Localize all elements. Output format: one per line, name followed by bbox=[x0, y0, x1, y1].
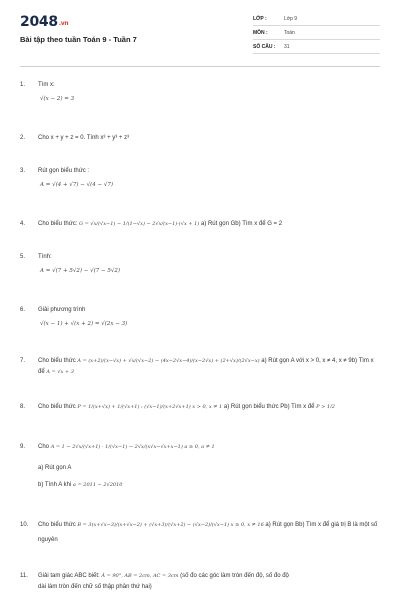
question-number: 11. bbox=[20, 573, 28, 579]
meta-row-class bbox=[253, 15, 380, 26]
question-formula: A = √(4 + √7) − √(4 − √7) bbox=[40, 182, 113, 188]
question-body bbox=[38, 572, 382, 591]
question-text-b: a) Rút gọn A với x > 0, x ≠ 4, x ≠ 9b) Tìm x bbox=[259, 358, 374, 364]
question-text-b: a) Rút gọn Bb) Tìm x để giá trị B là một số bbox=[263, 522, 378, 528]
question-sub-b bbox=[38, 481, 382, 489]
question-text bbox=[38, 572, 382, 580]
question-text-a: Cho biểu thức bbox=[38, 404, 78, 410]
question-number: 3. bbox=[20, 168, 26, 174]
document-title: Bài tập theo tuần Toán 9 - Tuần 7 bbox=[20, 35, 137, 44]
question-body bbox=[38, 306, 382, 328]
meta-key: MÔN : bbox=[253, 30, 268, 36]
question-number: 2. bbox=[20, 135, 26, 141]
question-math: B = 3(x+√x−3)/(x+√x−2) + (√x+3)/(√x+2) − (√x−2)/(√x−1) x ≥ 0, x ≠ 16 bbox=[77, 522, 264, 528]
question-number: 10. bbox=[20, 522, 29, 528]
meta-row-subject bbox=[253, 29, 380, 40]
question-number: 1. bbox=[20, 82, 26, 88]
question-math: A = 1 − 2√x/(√x+1) · 1/(√x−1) − 2√x/(x√x−√x+x−1) a ≥ 0, a ≠ 1 bbox=[50, 444, 215, 450]
question-number: 6. bbox=[20, 307, 26, 313]
logo-text: 2048 bbox=[20, 14, 58, 30]
question-body bbox=[38, 253, 382, 275]
question-text-line2: nguyên bbox=[38, 537, 58, 543]
question-math: P > 1/2 bbox=[316, 404, 335, 410]
site-logo[interactable] bbox=[20, 14, 68, 30]
question-body bbox=[38, 403, 382, 411]
meta-value: 31 bbox=[284, 44, 290, 50]
question-math: A = (x+2)/(x−√x) + √x/(√x−2) − (4x−2√x−4)/(x−2√x) + (2+√x)/(2√x−x) bbox=[77, 358, 260, 364]
question-sub-a: a) Rút gọn A bbox=[38, 465, 72, 471]
question-text-a: Cho bbox=[38, 444, 51, 450]
question-text: Tính: bbox=[38, 254, 52, 260]
question-text bbox=[38, 220, 382, 228]
question-text-b: a) Rút gọn Gb) Tìm x để G = 2 bbox=[199, 221, 283, 227]
question-formula: √(x − 1) + √(x + 2) = √(2x − 3) bbox=[40, 321, 128, 327]
question-text-a: để bbox=[38, 369, 47, 375]
question-text-line2 bbox=[38, 368, 382, 376]
header-divider bbox=[20, 66, 380, 67]
question-body bbox=[38, 134, 382, 142]
question-text-a: b) Tính A khi bbox=[38, 482, 73, 488]
question-text bbox=[38, 357, 382, 365]
question-text-b: a) Rút gọn biểu thức Pb) Tìm x để bbox=[222, 404, 317, 410]
question-math: A = √x + 3 bbox=[46, 369, 74, 375]
meta-value: Lớp 9 bbox=[284, 16, 298, 22]
question-formula: √(x − 2) = 3 bbox=[40, 96, 75, 102]
question-body bbox=[38, 81, 382, 103]
meta-key: SỐ CÂU : bbox=[253, 44, 276, 50]
question-text: Cho x + y + z = 0. Tính x³ + y³ + z³ bbox=[38, 135, 130, 141]
question-body bbox=[38, 443, 382, 489]
question-text: Rút gọn biểu thức : bbox=[38, 168, 90, 174]
question-text-a: Cho biểu thức bbox=[38, 522, 78, 528]
meta-row-question-count bbox=[253, 43, 380, 54]
question-body bbox=[38, 220, 382, 228]
question-text: Tìm x: bbox=[38, 82, 55, 88]
question-text-a: Cho biểu thức: bbox=[38, 221, 80, 227]
meta-info bbox=[253, 15, 380, 57]
question-text-a: Cho biểu thức bbox=[38, 358, 78, 364]
question-body bbox=[38, 167, 382, 189]
question-text: Giải phương trình bbox=[38, 307, 86, 313]
question-math: a = 2011 − 2√2010 bbox=[72, 482, 123, 488]
question-formula: A = √(7 + 5√2) − √(7 − 5√2) bbox=[40, 268, 120, 274]
meta-value: Toán bbox=[284, 30, 295, 36]
question-body bbox=[38, 357, 382, 376]
logo-suffix: .vn bbox=[58, 20, 69, 27]
question-number: 4. bbox=[20, 221, 26, 227]
question-number: 8. bbox=[20, 404, 26, 410]
document-header bbox=[0, 0, 400, 66]
question-text-b: (số đo các góc làm tròn đến độ, số đo độ bbox=[178, 573, 289, 579]
question-text bbox=[38, 403, 382, 411]
question-number: 7. bbox=[20, 358, 26, 364]
question-body bbox=[38, 521, 382, 544]
question-text-a: Giải tam giác ABC biết: bbox=[38, 573, 102, 579]
question-text bbox=[38, 443, 382, 451]
question-math: G = √x/(√x−1) − 1/(1−√x) − 2√x/(x−1)·(√x + 1) bbox=[79, 221, 200, 227]
question-math: Â = 90°, AB = 2cm, AC = 3cm bbox=[101, 573, 179, 579]
question-text-line2: dài làm tròn đến chữ số thập phân thứ hai) bbox=[38, 584, 152, 590]
question-math: P = 1/(x+√x) + 1/(√x+1) : (√x−1)/(x+2√x+1) x > 0, x ≠ 1 bbox=[77, 404, 223, 410]
question-text bbox=[38, 521, 382, 529]
question-number: 5. bbox=[20, 254, 26, 260]
question-number: 9. bbox=[20, 444, 26, 450]
meta-key: LỚP : bbox=[253, 16, 267, 22]
